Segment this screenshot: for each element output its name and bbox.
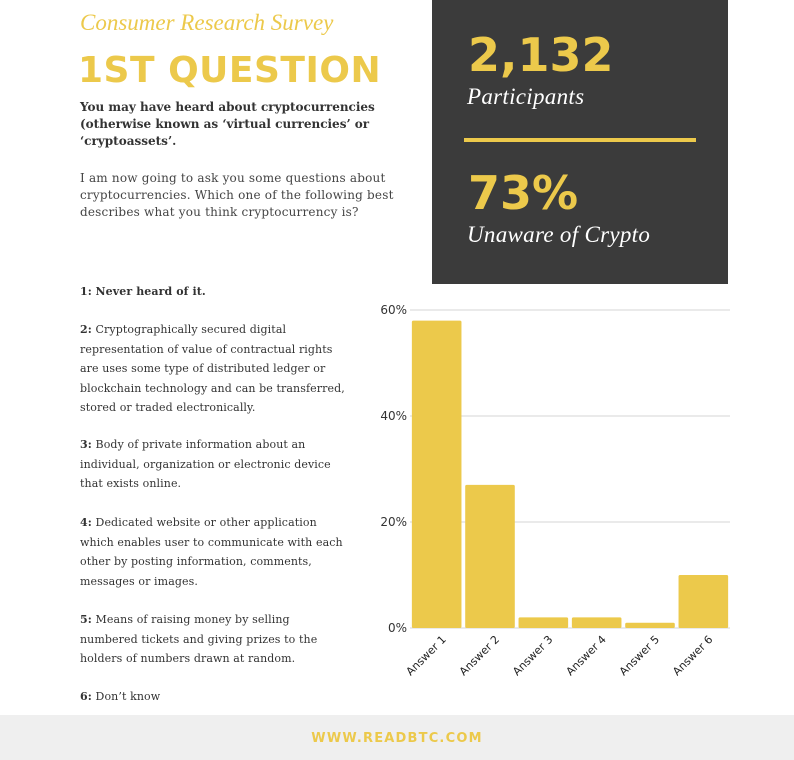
question-title: 1ST QUESTION (78, 50, 382, 91)
participants-count: 2,132 (468, 28, 614, 82)
x-tick-label: Answer 2 (456, 632, 503, 679)
y-tick-label: 20% (380, 515, 407, 529)
participants-label: Participants (467, 84, 585, 109)
bar-answer-1 (412, 321, 462, 628)
answer-text: Means of raising money by selling numbered tickets and giving prizes to the holders of numbers drawn at random. (80, 613, 318, 665)
answer-number: 1: (80, 285, 92, 298)
bar-answer-2 (465, 485, 515, 628)
answer-item-2 (80, 320, 350, 418)
bar-answer-4 (572, 617, 622, 628)
survey-subtitle: Consumer Research Survey (80, 10, 334, 35)
answer-text: Dedicated website or other application which enables user to communicate with each other by posting information, comments, messages or images. (80, 516, 343, 588)
answer-number: 2: (80, 323, 92, 336)
answer-text: Don’t know (95, 690, 161, 703)
answer-item-4 (80, 513, 350, 591)
x-tick-label: Answer 1 (403, 632, 449, 679)
answer-number: 4: (80, 516, 92, 529)
answer-text: Body of private information about an individual, organization or electronic device that exists online. (80, 438, 331, 490)
y-tick-label: 60% (380, 303, 407, 317)
answer-item-6 (80, 687, 350, 707)
answer-text: Cryptographically secured digital representation of value of contractual rights are uses some type of distributed ledger or blockchain technology and can be transferred, stored or traded electronically. (80, 323, 345, 414)
answers-bar-chart (370, 296, 750, 696)
stats-divider (464, 138, 696, 142)
footer (0, 715, 794, 760)
lead-text: You may have heard about cryptocurrencies (otherwise known as ‘virtual currencies’ or ‘cryptoassets’. (80, 100, 375, 148)
answer-text: Never heard of it. (95, 285, 206, 298)
bar-answer-5 (625, 623, 675, 628)
y-tick-label: 0% (387, 621, 407, 635)
stats-panel (432, 0, 728, 284)
x-tick-label: Answer 5 (616, 632, 663, 679)
answer-item-3 (80, 435, 350, 494)
bar-answer-6 (679, 575, 729, 628)
answer-item-1 (80, 282, 350, 302)
answer-number: 5: (80, 613, 92, 626)
unaware-percent: 73% (468, 166, 579, 220)
bar-answer-3 (519, 617, 569, 628)
question-text: I am now going to ask you some questions about cryptocurrencies. Which one of the following best describes what you think cryptocurrency is? (80, 171, 394, 219)
y-tick-label: 40% (380, 409, 407, 423)
answer-number: 3: (80, 438, 92, 451)
answer-number: 6: (80, 690, 92, 703)
answer-item-5 (80, 610, 350, 669)
website-link[interactable]: WWW.READBTC.COM (311, 731, 483, 746)
x-tick-label: Answer 4 (563, 632, 609, 679)
x-tick-label: Answer 3 (510, 632, 556, 679)
unaware-label: Unaware of Crypto (467, 222, 651, 247)
x-tick-label: Answer 6 (670, 632, 716, 679)
